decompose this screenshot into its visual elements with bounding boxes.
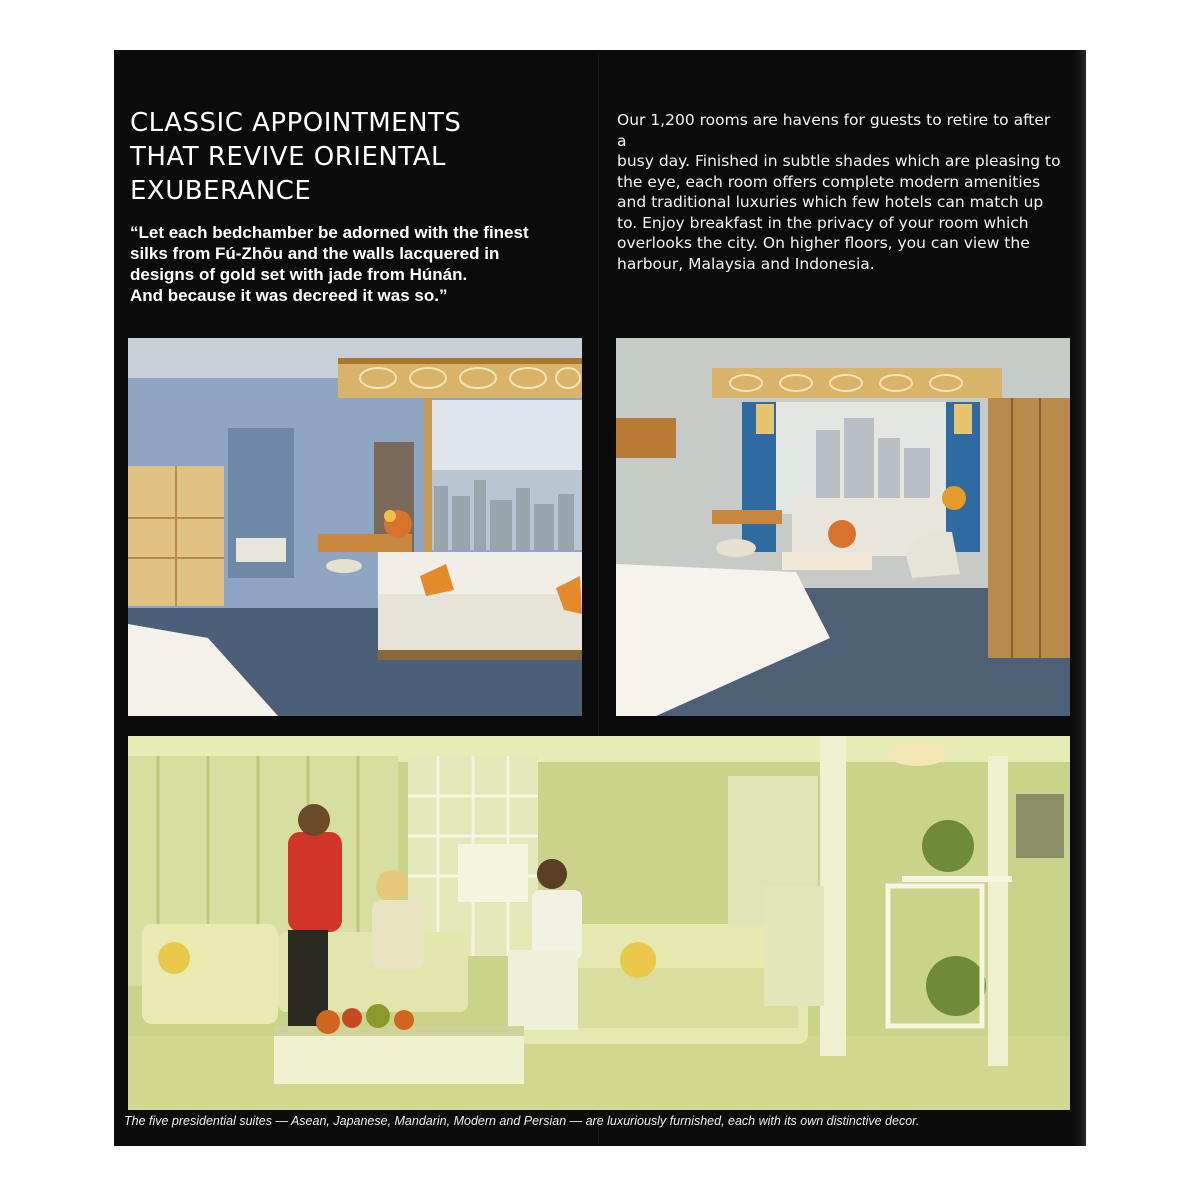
photo-room-city-view-illustration — [616, 338, 1070, 716]
photo-room-city-view — [616, 338, 1070, 716]
right-edge-shading — [1072, 50, 1086, 1146]
photo-suite-bedroom-sofa — [128, 338, 582, 716]
body-copy: Our 1,200 rooms are havens for guests to retire to after a busy day. Finished in subtle shades which are pleasing to the eye, each room offers complete modern amenities and traditional luxuries which few hotels can match up to. Enjoy breakfast in the privacy of your room which overlooks the city. On higher floors, you can view the harbour, Malaysia and Indonesia. — [617, 111, 1061, 273]
photo-presidential-suite-illustration — [128, 736, 1070, 1110]
headline: CLASSIC APPOINTMENTS THAT REVIVE ORIENTAL EXUBERANCE — [130, 108, 462, 206]
photo-suite-bedroom-sofa-illustration — [128, 338, 582, 716]
quote: “Let each bedchamber be adorned with the finest silks from Fú-Zhōu and the walls lacquered in designs of gold set with jade from Húnán. And because it was decreed it was so.” — [130, 223, 529, 305]
photo-presidential-suite — [128, 736, 1070, 1110]
brochure-spread — [114, 50, 1086, 1146]
photo-caption: The five presidential suites — Asean, Japanese, Mandarin, Modern and Persian — are luxuriously furnished, each with its own distinctive decor. — [124, 1114, 920, 1128]
